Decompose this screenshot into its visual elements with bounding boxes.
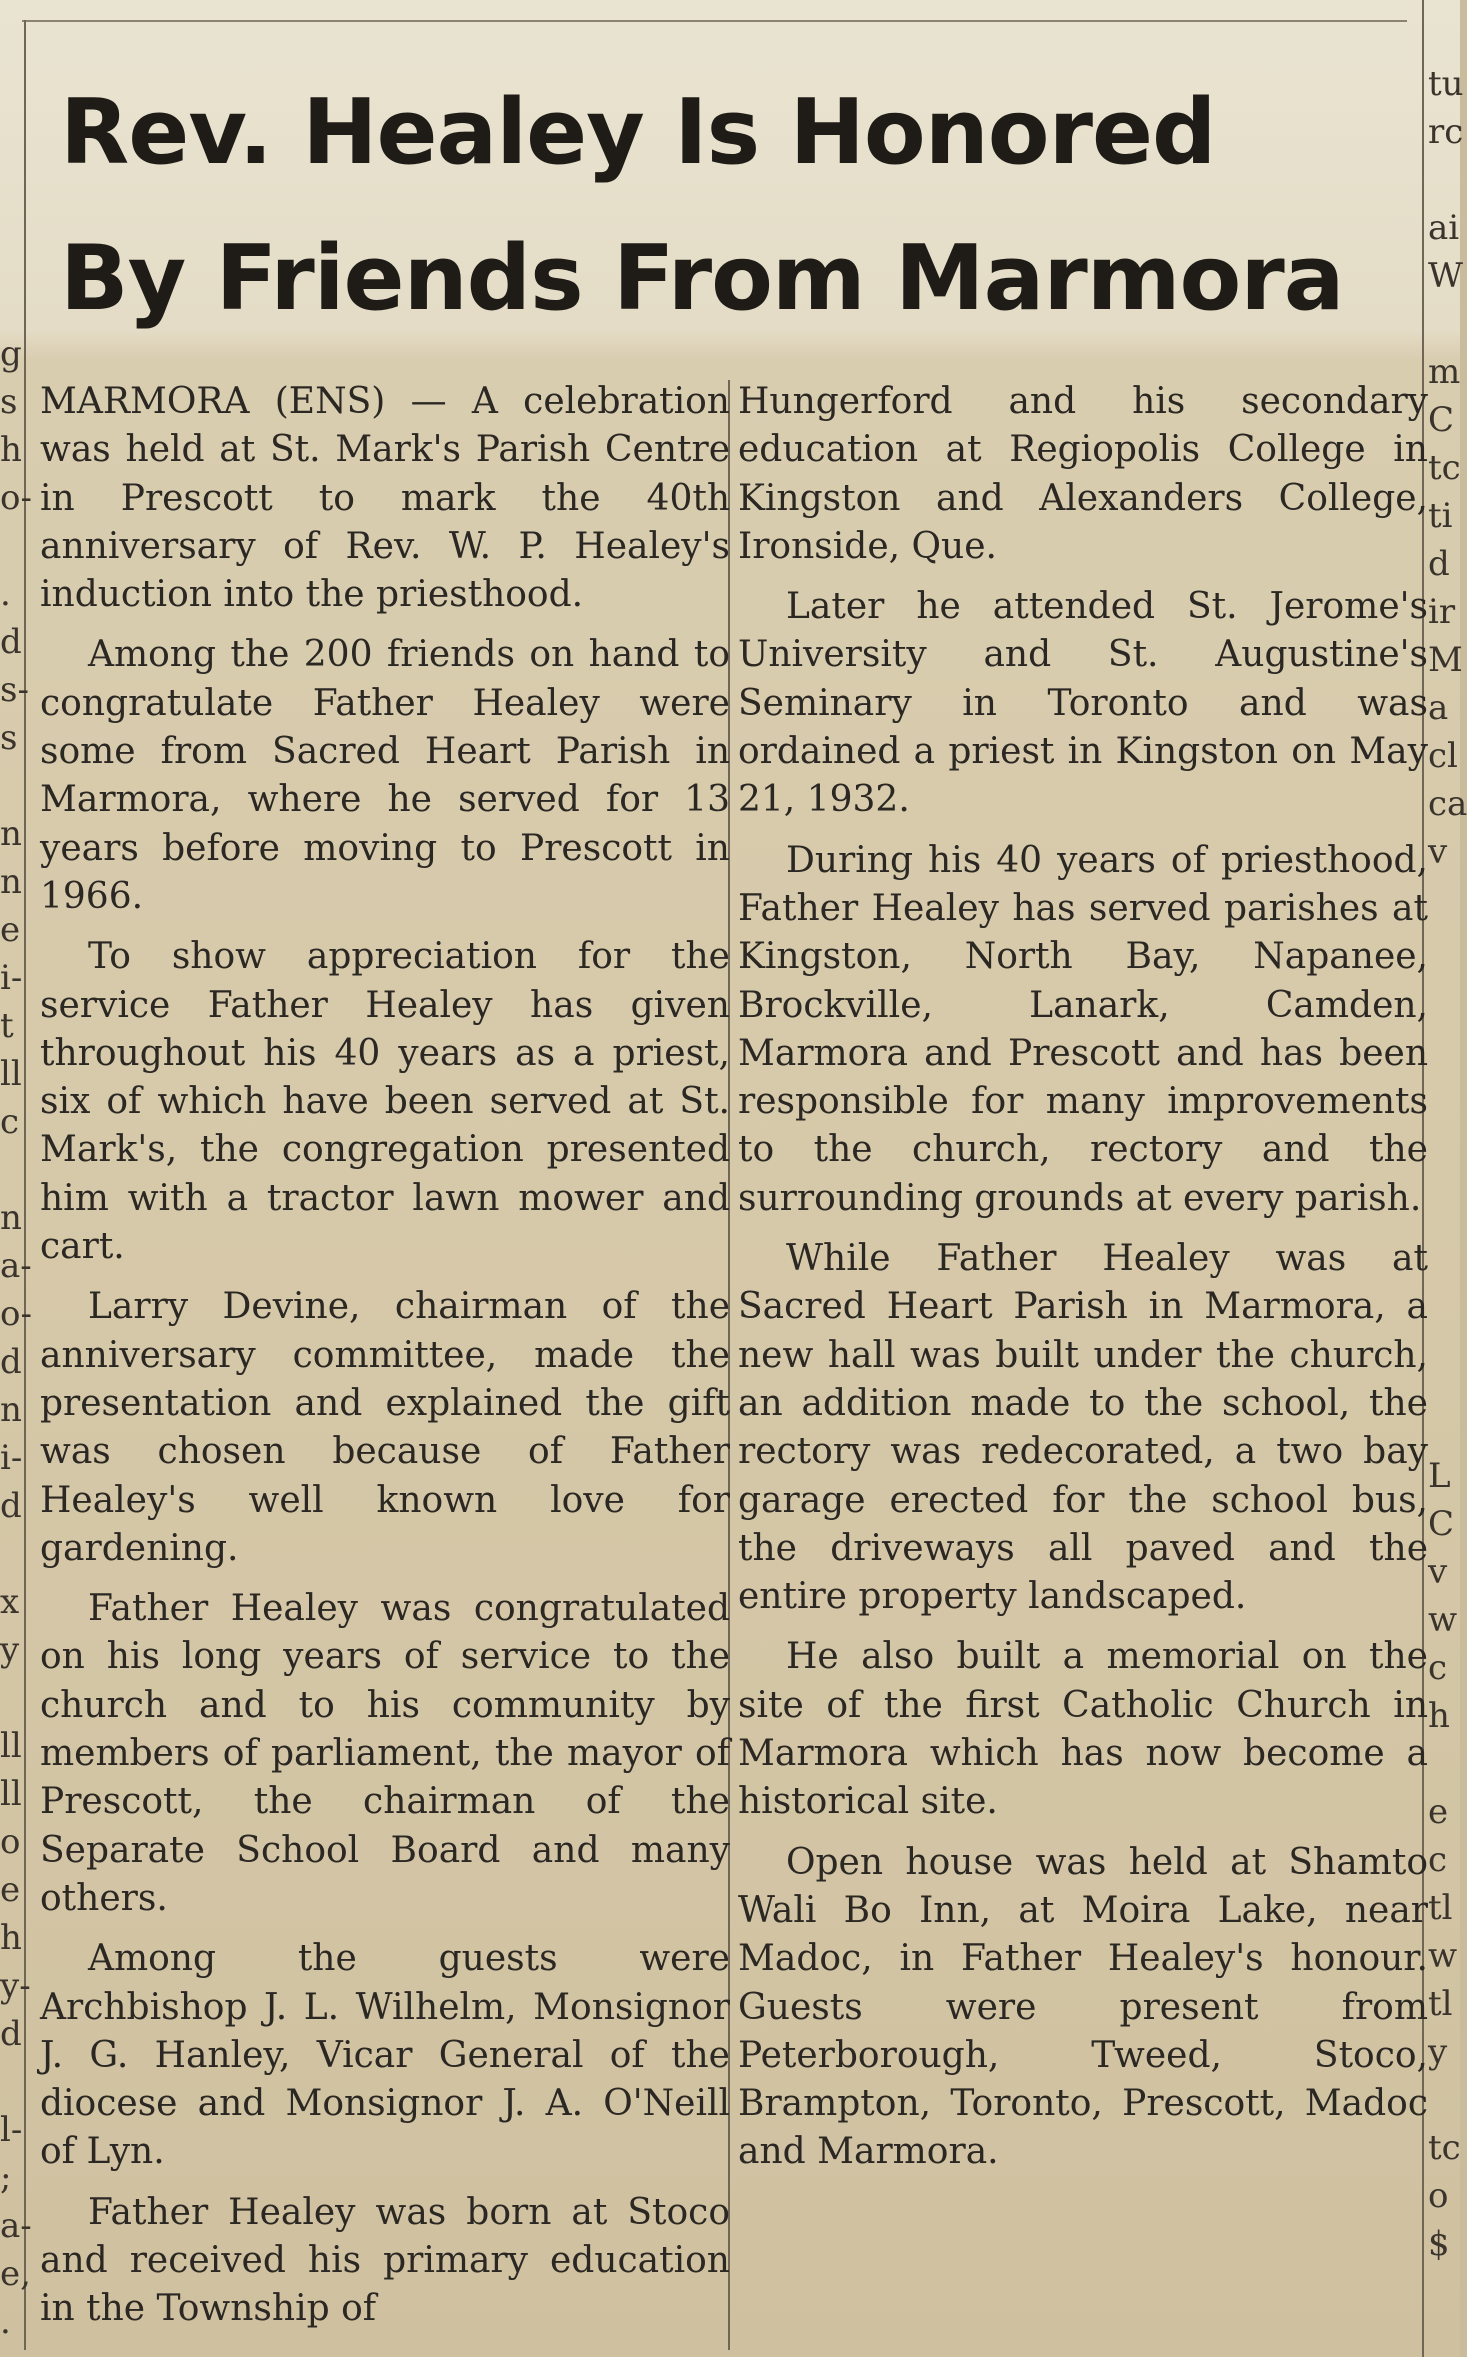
margin-fragment: g <box>0 334 22 374</box>
paragraph: Father Healey was born at Stoco and received his primary education in the Township of <box>40 2191 730 2330</box>
margin-fragment: l- <box>0 2110 23 2150</box>
margin-fragment: n <box>0 1390 22 1430</box>
margin-fragment: x <box>0 1582 20 1622</box>
margin-fragment: tc <box>1428 448 1461 488</box>
margin-fragment: o- <box>0 1294 32 1334</box>
paragraph: During his 40 years of priesthood, Father Healey has served parishes at Kingston, North Bay, Napanee, Brockville, Lanark, Camden, Marmora and Prescott and has been responsible for many improvements to the church, rectory and the surrounding grounds at every parish. <box>738 839 1428 1219</box>
margin-fragment: cl <box>1428 736 1458 776</box>
margin-fragment: v <box>1428 832 1448 872</box>
margin-fragment: n <box>0 1198 22 1238</box>
margin-fragment: ll <box>0 1726 22 1766</box>
margin-fragment <box>1428 1164 1460 1212</box>
margin-fragment: tu <box>1428 64 1464 104</box>
margin-fragment: e <box>0 1870 21 1910</box>
margin-fragment: y- <box>0 1966 31 2006</box>
paragraph: Larry Devine, chairman of the anniversary committee, made the presentation and explained the gift was chosen because of Father Healey's well known love for gardening. <box>40 1286 730 1569</box>
margin-fragment: a <box>1428 688 1449 728</box>
margin-fragment: o <box>0 1822 21 1862</box>
margin-fragment: a- <box>0 1246 32 1286</box>
margin-fragment: tc <box>1428 2128 1461 2168</box>
left-margin-fragments <box>0 330 34 2346</box>
margin-fragment <box>1428 1068 1460 1116</box>
margin-fragment: ai <box>1428 208 1460 248</box>
margin-fragment: s <box>0 382 18 422</box>
paragraph: Later he attended St. Jerome's University and St. Augustine's Seminary in Toronto and was ordained a priest in Kingston on May 21, 1932. <box>738 586 1428 821</box>
margin-fragment: $ <box>1428 2224 1450 2264</box>
margin-fragment <box>0 2058 34 2106</box>
margin-fragment <box>1428 2076 1460 2124</box>
margin-fragment <box>0 1530 34 1578</box>
margin-fragment: . <box>0 2302 11 2342</box>
margin-fragment: h <box>0 430 22 470</box>
margin-fragment <box>1428 1404 1460 1452</box>
margin-fragment: m <box>1428 352 1461 392</box>
margin-fragment: d <box>0 1486 22 1526</box>
margin-fragment: y <box>0 1630 20 1670</box>
margin-fragment: y <box>1428 2032 1448 2072</box>
margin-fragment <box>1428 1308 1460 1356</box>
margin-fragment: d <box>0 2014 22 2054</box>
margin-fragment: tl <box>1428 1888 1453 1928</box>
margin-fragment: ; <box>0 2158 12 2198</box>
margin-fragment: e <box>1428 1792 1449 1832</box>
margin-fragment <box>1428 1020 1460 1068</box>
margin-fragment: a- <box>0 2206 32 2246</box>
margin-fragment: i- <box>0 958 23 998</box>
article-column-1 <box>40 378 730 2346</box>
margin-fragment <box>1428 1260 1460 1308</box>
headline <box>60 60 1390 352</box>
paragraph: Open house was held at Shamto Wali Bo Inn, at Moira Lake, near Madoc, in Father Healey's honour. Guests were present from Peterborough, Tweed, Stoco, Brampton, Toronto, Prescott, Madoc and Marmora. <box>738 1841 1428 2173</box>
paragraph: Hungerford and his secondary education at Regiopolis College in Kingston and Alexanders College, Ironside, Que. <box>738 381 1428 567</box>
margin-fragment: t <box>0 1006 14 1046</box>
margin-fragment: h <box>1428 1696 1450 1736</box>
margin-fragment: d <box>0 622 22 662</box>
margin-fragment: w <box>1428 1936 1458 1976</box>
margin-fragment <box>0 1146 34 1194</box>
top-rule <box>22 20 1407 22</box>
margin-fragment: c <box>1428 1840 1448 1880</box>
margin-fragment: v <box>1428 1552 1448 1592</box>
margin-fragment: o- <box>0 478 32 518</box>
article-column-2 <box>738 378 1428 2189</box>
margin-fragment <box>0 1674 34 1722</box>
margin-fragment <box>1428 1356 1460 1404</box>
margin-fragment <box>1428 300 1460 348</box>
margin-fragment: s- <box>0 670 29 710</box>
margin-fragment: ir <box>1428 592 1456 632</box>
margin-fragment: o <box>1428 2176 1449 2216</box>
margin-fragment <box>1428 972 1460 1020</box>
margin-fragment: e, <box>0 2254 31 2294</box>
margin-fragment: rc <box>1428 112 1464 152</box>
margin-fragment <box>1428 1740 1460 1788</box>
margin-fragment: C <box>1428 400 1455 440</box>
right-margin-fragments <box>1428 60 1467 2268</box>
margin-fragment: e <box>0 910 21 950</box>
paragraph: Father Healey was congratulated on his long years of service to the church and to his community by members of parliament, the mayor of Prescott, the chairman of the Separate School Board and many others. <box>40 1588 730 1919</box>
margin-fragment: d <box>0 1342 22 1382</box>
margin-fragment: w <box>1428 1600 1458 1640</box>
paragraph: He also built a memorial on the site of the first Catholic Church in Marmora which has now become a historical site. <box>738 1636 1428 1823</box>
margin-fragment <box>1428 1212 1460 1260</box>
margin-fragment: tl <box>1428 1984 1453 2024</box>
margin-fragment: i- <box>0 1438 23 1478</box>
margin-fragment <box>1428 156 1460 204</box>
margin-fragment: n <box>0 862 22 902</box>
margin-fragment: s <box>0 718 18 758</box>
paragraph: To show appreciation for the service Father Healey has given throughout his 40 years as a priest, six of which have been served at St. Mark's, the congregation presented him with a tractor lawn mower and cart. <box>40 936 730 1268</box>
margin-fragment <box>1428 876 1460 924</box>
headline-line-1: Rev. Healey Is Honored <box>60 80 1216 185</box>
margin-fragment: c <box>0 1102 20 1142</box>
margin-fragment: ll <box>0 1054 22 1094</box>
paragraph: Among the 200 friends on hand to congratulate Father Healey were some from Sacred Heart Parish in Marmora, where he served for 13 years before moving to Prescott in 1966. <box>40 634 730 917</box>
paragraph: Among the guests were Archbishop J. L. Wilhelm, Monsignor J. G. Hanley, Vicar General of the diocese and Monsignor J. A. O'Neill of Lyn. <box>40 1938 730 2173</box>
margin-fragment: M <box>1428 640 1463 680</box>
margin-fragment: . <box>0 574 11 614</box>
paragraph: MARMORA (ENS) — A celebration was held at St. Mark's Parish Centre in Prescott to mark the 40th anniversary of Rev. W. P. Healey's induction into the priesthood. <box>40 381 730 616</box>
margin-fragment: ti <box>1428 496 1453 536</box>
margin-fragment: h <box>0 1918 22 1958</box>
margin-fragment: ll <box>0 1774 22 1814</box>
margin-fragment <box>1428 1116 1460 1164</box>
margin-fragment: W <box>1428 256 1463 296</box>
margin-fragment: d <box>1428 544 1450 584</box>
margin-fragment: c <box>1428 1648 1448 1688</box>
paragraph: While Father Healey was at Sacred Heart Parish in Marmora, a new hall was built under the church, an addition made to the school, the rectory was redecorated, a two bay garage erected for the school bus, the driveways all paved and the entire property landscaped. <box>738 1238 1428 1618</box>
margin-fragment: ca <box>1428 784 1467 824</box>
margin-fragment <box>1428 924 1460 972</box>
margin-fragment: n <box>0 814 22 854</box>
margin-fragment <box>0 762 34 810</box>
headline-line-2: By Friends From Marmora <box>60 226 1344 331</box>
margin-fragment: L <box>1428 1456 1451 1496</box>
margin-fragment: C <box>1428 1504 1455 1544</box>
margin-fragment <box>0 522 34 570</box>
